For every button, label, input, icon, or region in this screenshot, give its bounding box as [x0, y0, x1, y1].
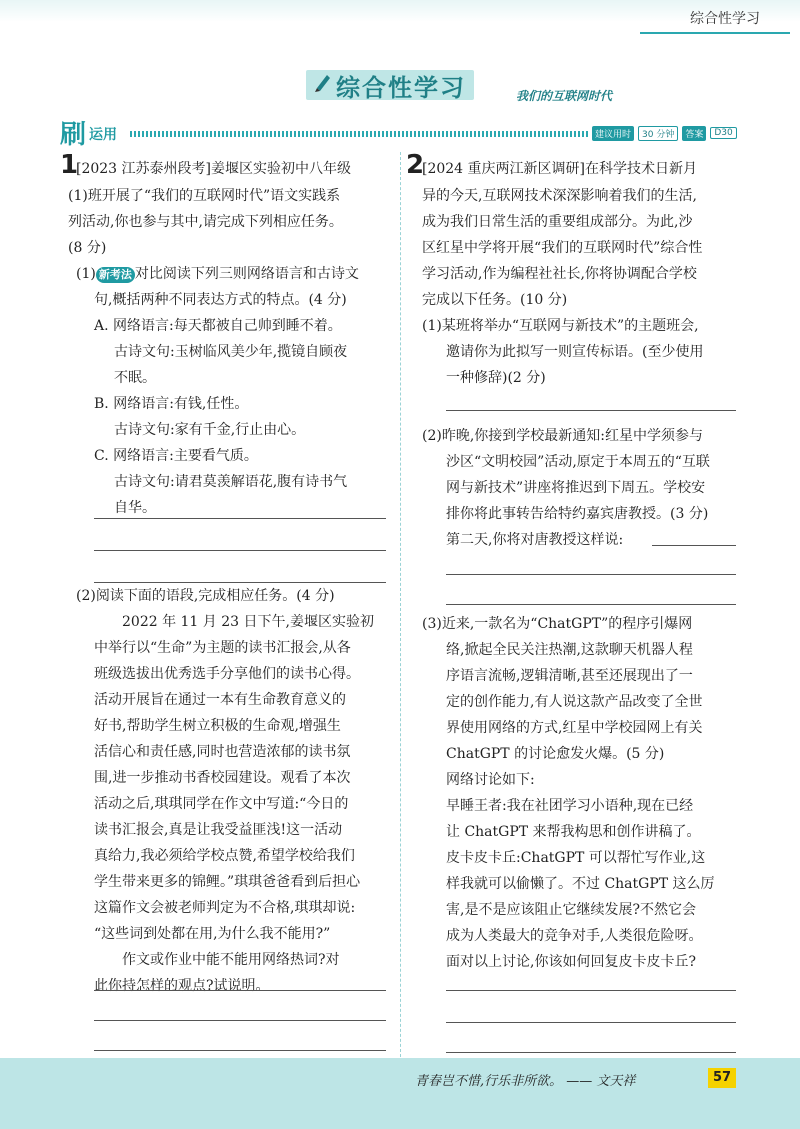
option-c-line: 古诗文句:请君莫羡解语花,腹有诗书气: [114, 474, 348, 490]
q2-sub2: 网与新技术”讲座将推迟到下周五。学校安: [446, 480, 706, 496]
answer-line[interactable]: [94, 1020, 386, 1021]
answer-line[interactable]: [446, 574, 736, 575]
q2-line: 学习活动,作为编程社社长,你将协调配合学校: [422, 266, 697, 282]
q2-sub2: (2)昨晚,你接到学校最新通知:红星中学须参与: [422, 428, 703, 444]
q2-sub3-prompt: 面对以上讨论,你该如何回复皮卡皮卡丘?: [446, 954, 696, 970]
q2-sub1: 一种修辞)(2 分): [446, 370, 546, 386]
answer-line[interactable]: [446, 410, 736, 411]
new-method-tag: 新考法: [96, 267, 135, 283]
pencil-icon: [314, 72, 332, 92]
q2-sub1: 邀请你为此拟写一则宣传标语。(至少使用: [446, 344, 704, 360]
question-number-2: 2: [406, 150, 425, 180]
q1-line: (8 分): [68, 240, 107, 256]
q2-line: 区红星中学将开展“我们的互联网时代”综合性: [422, 240, 703, 256]
discussion-line: 害,是不是应该阻止它继续发展?不然它会: [446, 902, 696, 918]
q2-sub3: 网络讨论如下:: [446, 772, 535, 788]
option-a-line: 古诗文句:玉树临风美少年,揽镜自顾夜: [114, 344, 348, 360]
passage-line: 中举行以“生命”为主题的读书汇报会,从各: [94, 640, 351, 656]
section-label: 运用: [89, 127, 117, 143]
option-b: B. 网络语言:有钱,任性。: [94, 396, 249, 412]
q2-line: [2024 重庆两江新区调研]在科学技术日新月: [422, 161, 698, 177]
answer-line[interactable]: [652, 545, 736, 546]
banner-subtitle: 我们的互联网时代: [516, 89, 613, 103]
footer-band: [0, 1058, 800, 1129]
header-rule: [640, 32, 790, 34]
passage-line: 活动开展旨在通过一本有生命教育意义的: [94, 692, 346, 708]
option-c: C. 网络语言:主要看气质。: [94, 448, 258, 464]
answer-line[interactable]: [94, 518, 386, 519]
time-info: [592, 126, 737, 140]
passage-line: 班级选拔出优秀选手分享他们的读书心得。: [94, 666, 360, 682]
passage-line: “这些词到处都在用,为什么我不能用?”: [94, 926, 331, 942]
q1-sub2-prompt: 作文或作业中能不能用网络热词?对: [122, 952, 340, 968]
q1-sub1-line: [76, 262, 359, 286]
section-dotted-rule: [130, 131, 588, 137]
passage-line: 读书汇报会,真是让我受益匪浅!这一活动: [94, 822, 343, 838]
passage-line: 活信心和责任感,同时也营造浓郁的读书氛: [94, 744, 351, 760]
answer-line[interactable]: [94, 550, 386, 551]
header-stripe: [0, 0, 800, 22]
discussion-line: 成为人类最大的竞争对手,人类很危险呀。: [446, 928, 703, 944]
answer-line[interactable]: [446, 990, 736, 991]
q2-line: 成为我们日常生活的重要组成部分。为此,沙: [422, 214, 693, 230]
answer-line[interactable]: [446, 1052, 736, 1053]
option-a-line: 不眠。: [114, 370, 156, 386]
q2-sub2: 沙区“文明校园”活动,原定于本周五的“互联: [446, 454, 710, 470]
discussion-line: 样我就可以偷懒了。不过 ChatGPT 这么厉: [446, 876, 715, 892]
q1-line: [2023 江苏泰州段考]姜堰区实验初中八年级: [76, 161, 352, 177]
q2-line: 异的今天,互联网技术深深影响着我们的生活,: [422, 188, 697, 204]
q2-sub2: 排你将此事转告给特约嘉宾唐教授。(3 分): [446, 506, 709, 522]
section-mark: 刷: [60, 120, 87, 150]
q2-sub3: 序语言流畅,逻辑清晰,甚至还展现出了一: [446, 668, 693, 684]
answer-page: D30: [710, 127, 736, 139]
q2-sub3: 络,掀起全民关注热潮,这款聊天机器人程: [446, 642, 693, 658]
discussion-line: 让 ChatGPT 来帮我构思和创作讲稿了。: [446, 824, 701, 840]
answer-label: 答案: [682, 126, 706, 141]
banner-title: 综合性学习: [336, 74, 466, 102]
q2-sub3: (3)近来,一款名为“ChatGPT”的程序引爆网: [422, 616, 693, 632]
passage-line: 学生带来更多的锦鲤。”琪琪爸爸看到后担心: [94, 874, 361, 890]
q2-sub3: 界使用网络的方式,红星中学校园网上有关: [446, 720, 703, 736]
option-b-line: 古诗文句:家有千金,行止由心。: [114, 422, 306, 438]
q1-sub2-line: (2)阅读下面的语段,完成相应任务。(4 分): [76, 588, 335, 604]
time-value: 30 分钟: [638, 126, 678, 141]
q1-sub2-prompt: 此你持怎样的观点?试说明。: [94, 978, 270, 994]
answer-line[interactable]: [446, 1022, 736, 1023]
passage-line: 真给力,我必须给学校点赞,希望学校给我们: [94, 848, 355, 864]
q2-sub3: ChatGPT 的讨论愈发火爆。(5 分): [446, 746, 665, 762]
passage-line: 活动之后,琪琪同学在作文中写道:“今日的: [94, 796, 349, 812]
answer-line[interactable]: [94, 990, 386, 991]
question-number-1: 1: [60, 150, 79, 180]
page-number: 57: [708, 1068, 736, 1088]
footer-quote: 青春岂不惜,行乐非所欲。 —— 文天祥: [415, 1074, 636, 1089]
passage-line: 这篇作文会被老师判定为不合格,琪琪却说:: [94, 900, 356, 916]
passage-line: 围,进一步推动书香校园建设。观看了本次: [94, 770, 351, 786]
q2-sub2: 第二天,你将对唐教授这样说:: [446, 532, 624, 548]
q1-line: (1)班开展了“我们的互联网时代”语文实践系: [68, 188, 341, 204]
q1-sub1-line: 句,概括两种不同表达方式的特点。(4 分): [94, 292, 347, 308]
running-head: 综合性学习: [690, 11, 760, 27]
answer-line[interactable]: [446, 604, 736, 605]
discussion-line: 早睡王者:我在社团学习小语种,现在已经: [446, 798, 694, 814]
q2-sub3: 定的创作能力,有人说这款产品改变了全世: [446, 694, 703, 710]
option-a: A. 网络语言:每天都被自己帅到睡不着。: [94, 318, 342, 334]
q1-sub1-text: 对比阅读下列三则网络语言和古诗文: [134, 266, 359, 282]
answer-line[interactable]: [94, 1050, 386, 1051]
option-c-line: 自华。: [114, 500, 156, 516]
q1-line: 列活动,你也参与其中,请完成下列相应任务。: [68, 214, 343, 230]
column-divider: [400, 152, 401, 1077]
q1-sub1-prefix: (1): [76, 266, 96, 282]
time-label: 建议用时: [592, 126, 634, 141]
passage-line: 好书,帮助学生树立积极的生命观,增强生: [94, 718, 341, 734]
answer-line[interactable]: [94, 582, 386, 583]
passage-line: 2022 年 11 月 23 日下午,姜堰区实验初: [122, 614, 374, 630]
discussion-line: 皮卡皮卡丘:ChatGPT 可以帮忙写作业,这: [446, 850, 706, 866]
q2-line: 完成以下任务。(10 分): [422, 292, 568, 308]
q2-sub1: (1)某班将举办“互联网与新技术”的主题班会,: [422, 318, 699, 334]
